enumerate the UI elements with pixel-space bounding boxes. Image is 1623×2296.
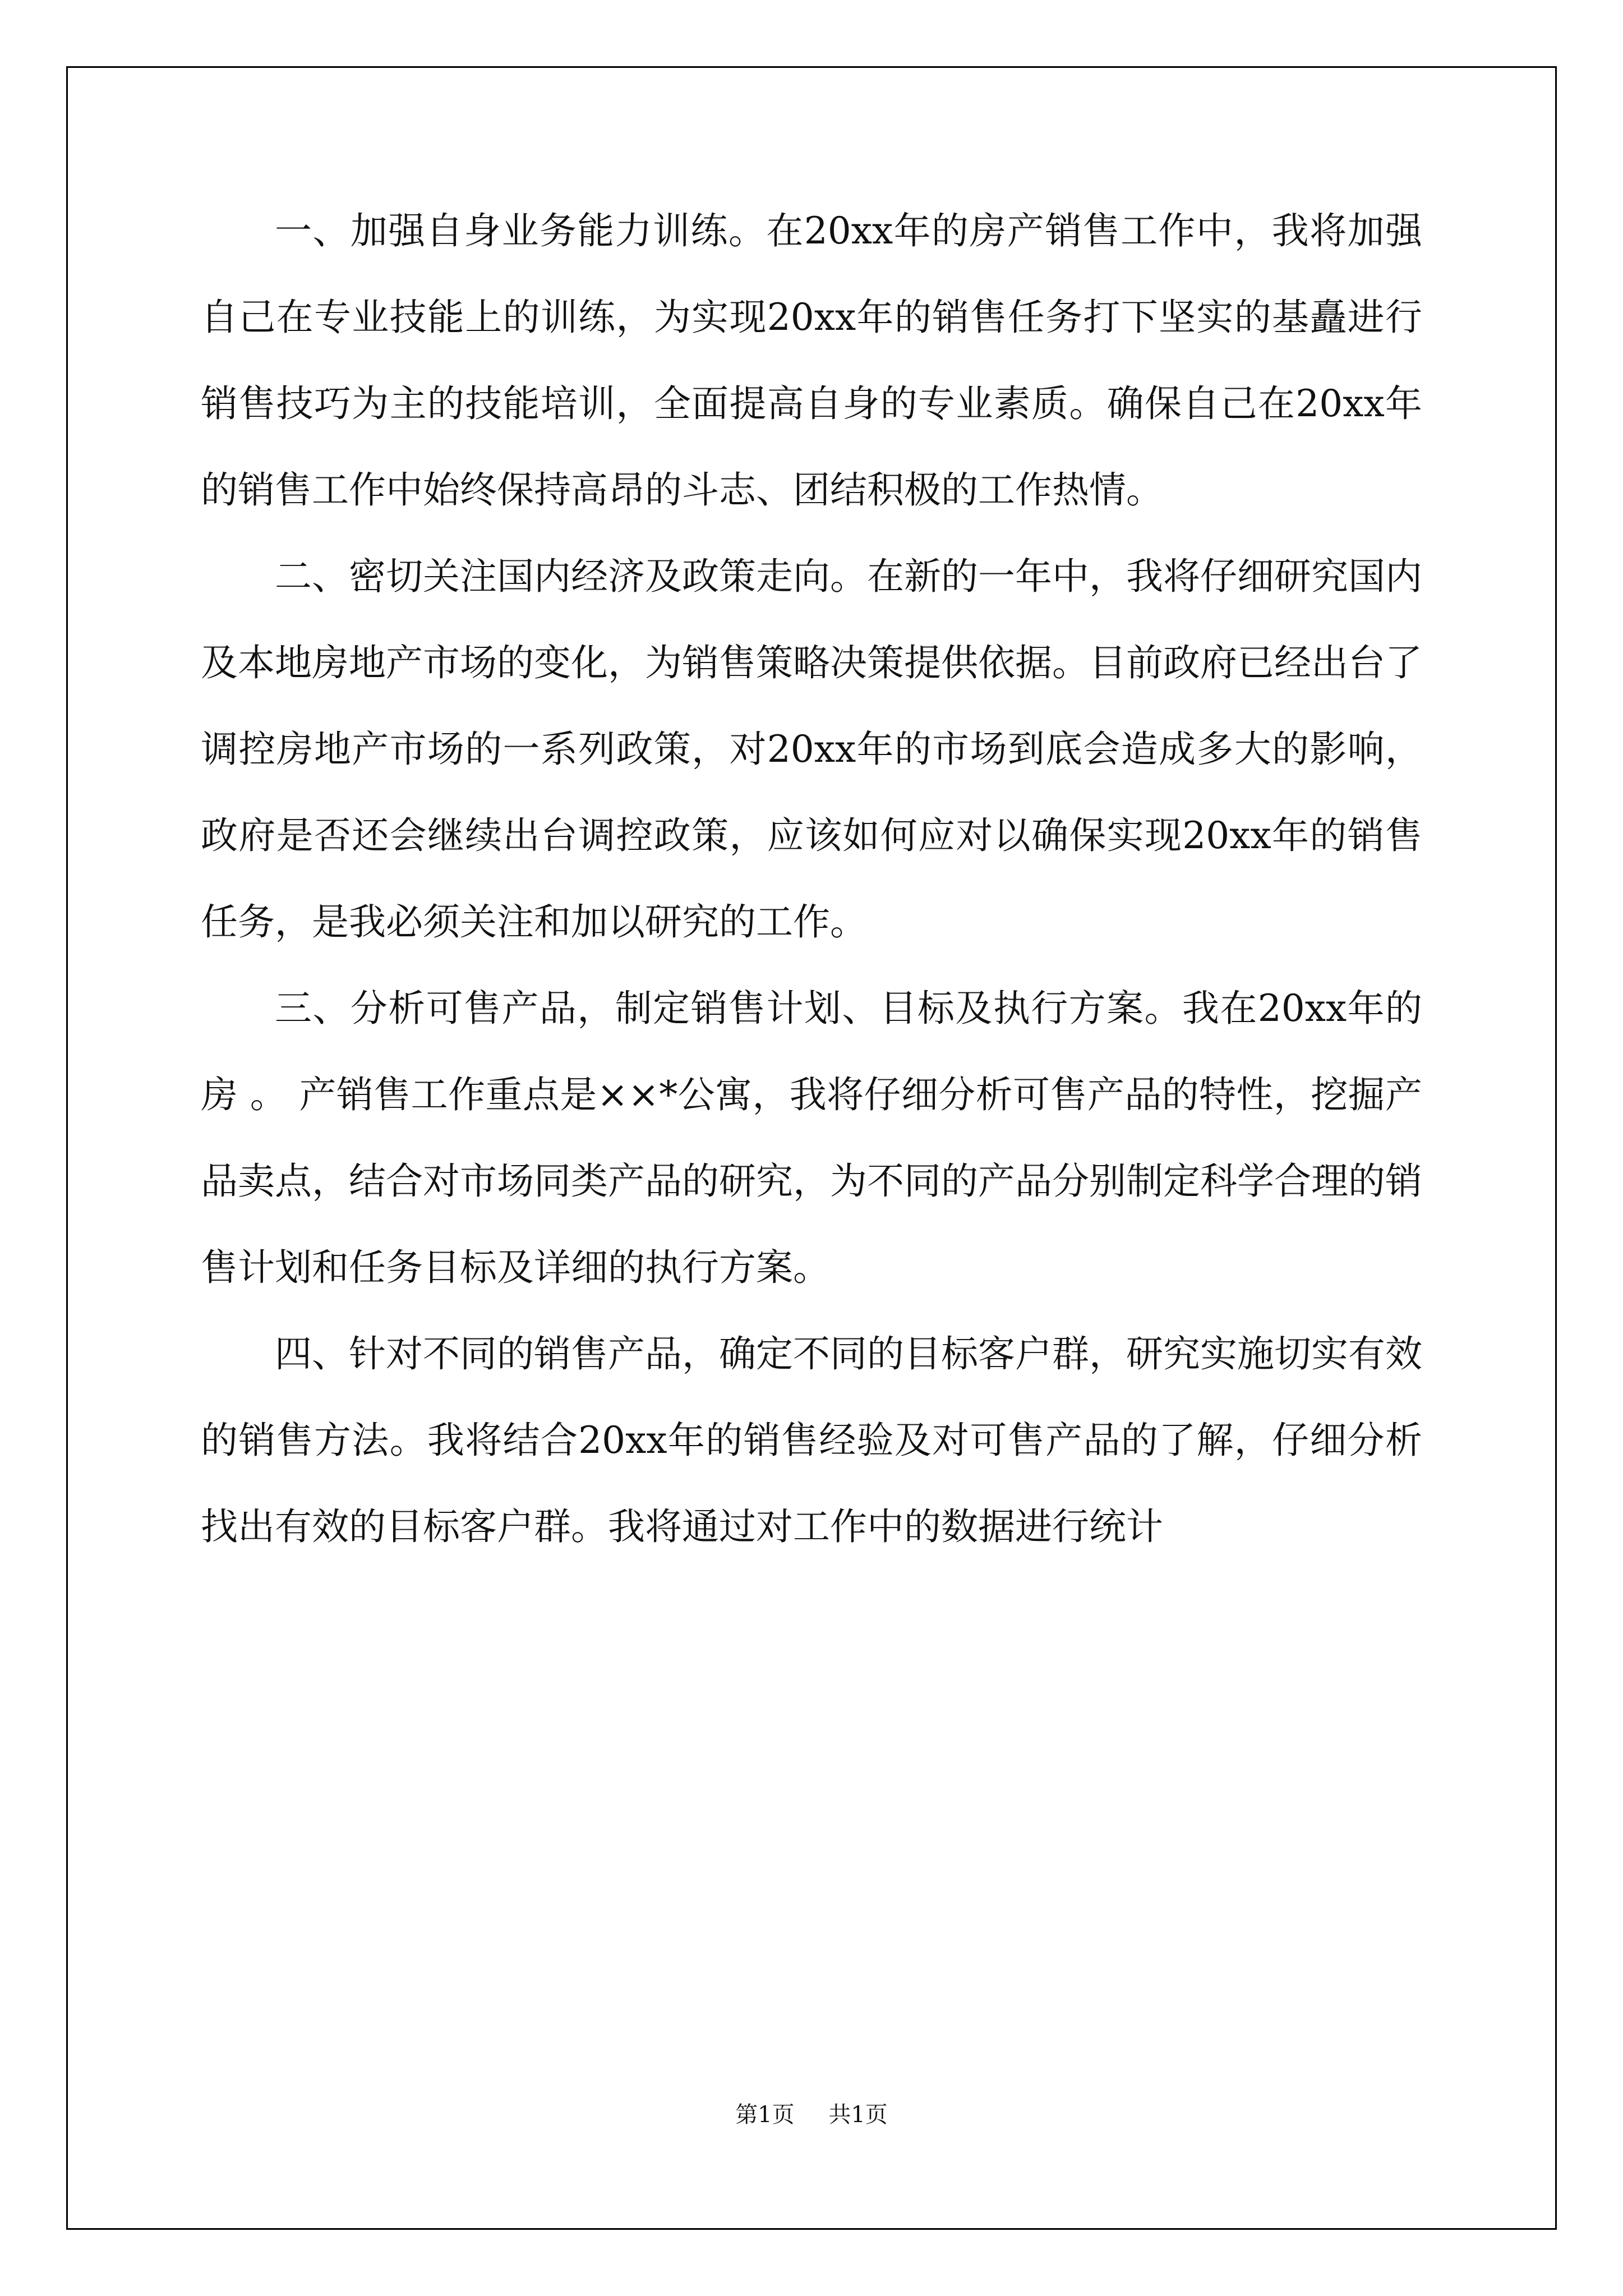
paragraph-4: 四、针对不同的销售产品，确定不同的目标客户群，研究实施切实有效的销售方法。我将结合20xx年的销售经验及对可售产品的了解，仔细分析找出有效的目标客户群。我将通过对工作中的数据进行统计 [201,1332,1422,1548]
paragraph-3: 三、分析可售产品，制定销售计划、目标及执行方案。我在20xx年的房 。 产销售工作重点是××*公寓，我将仔细分析可售产品的特性，挖掘产品卖点，结合对市场同类产品的研究，为不同的产品分别制定科学合理的销售计划和任务目标及详细的执行方案。 [201,987,1422,1289]
document-body [201,188,1422,1570]
page-number-total: 共1页 [828,2102,888,2128]
paragraph-1: 一、加强自身业务能力训练。在20xx年的房产销售工作中，我将加强自己在专业技能上的训练，为实现20xx年的销售任务打下坚实的基矗进行销售技巧为主的技能培训，全面提高自身的专业素质。确保自己在20xx年的销售工作中始终保持高昂的斗志、团结积极的工作热情。 [201,209,1422,512]
paragraph-2: 二、密切关注国内经济及政策走向。在新的一年中，我将仔细研究国内及本地房地产市场的变化，为销售策略决策提供依据。目前政府已经出台了调控房地产市场的一系列政策，对20xx年的市场到底会造成多大的影响，政府是否还会继续出台调控政策，应该如何应对以确保实现20xx年的销售任务，是我必须关注和加以研究的工作。 [201,555,1422,944]
page-footer [0,2097,1623,2129]
page-number-current: 第1页 [735,2102,795,2128]
